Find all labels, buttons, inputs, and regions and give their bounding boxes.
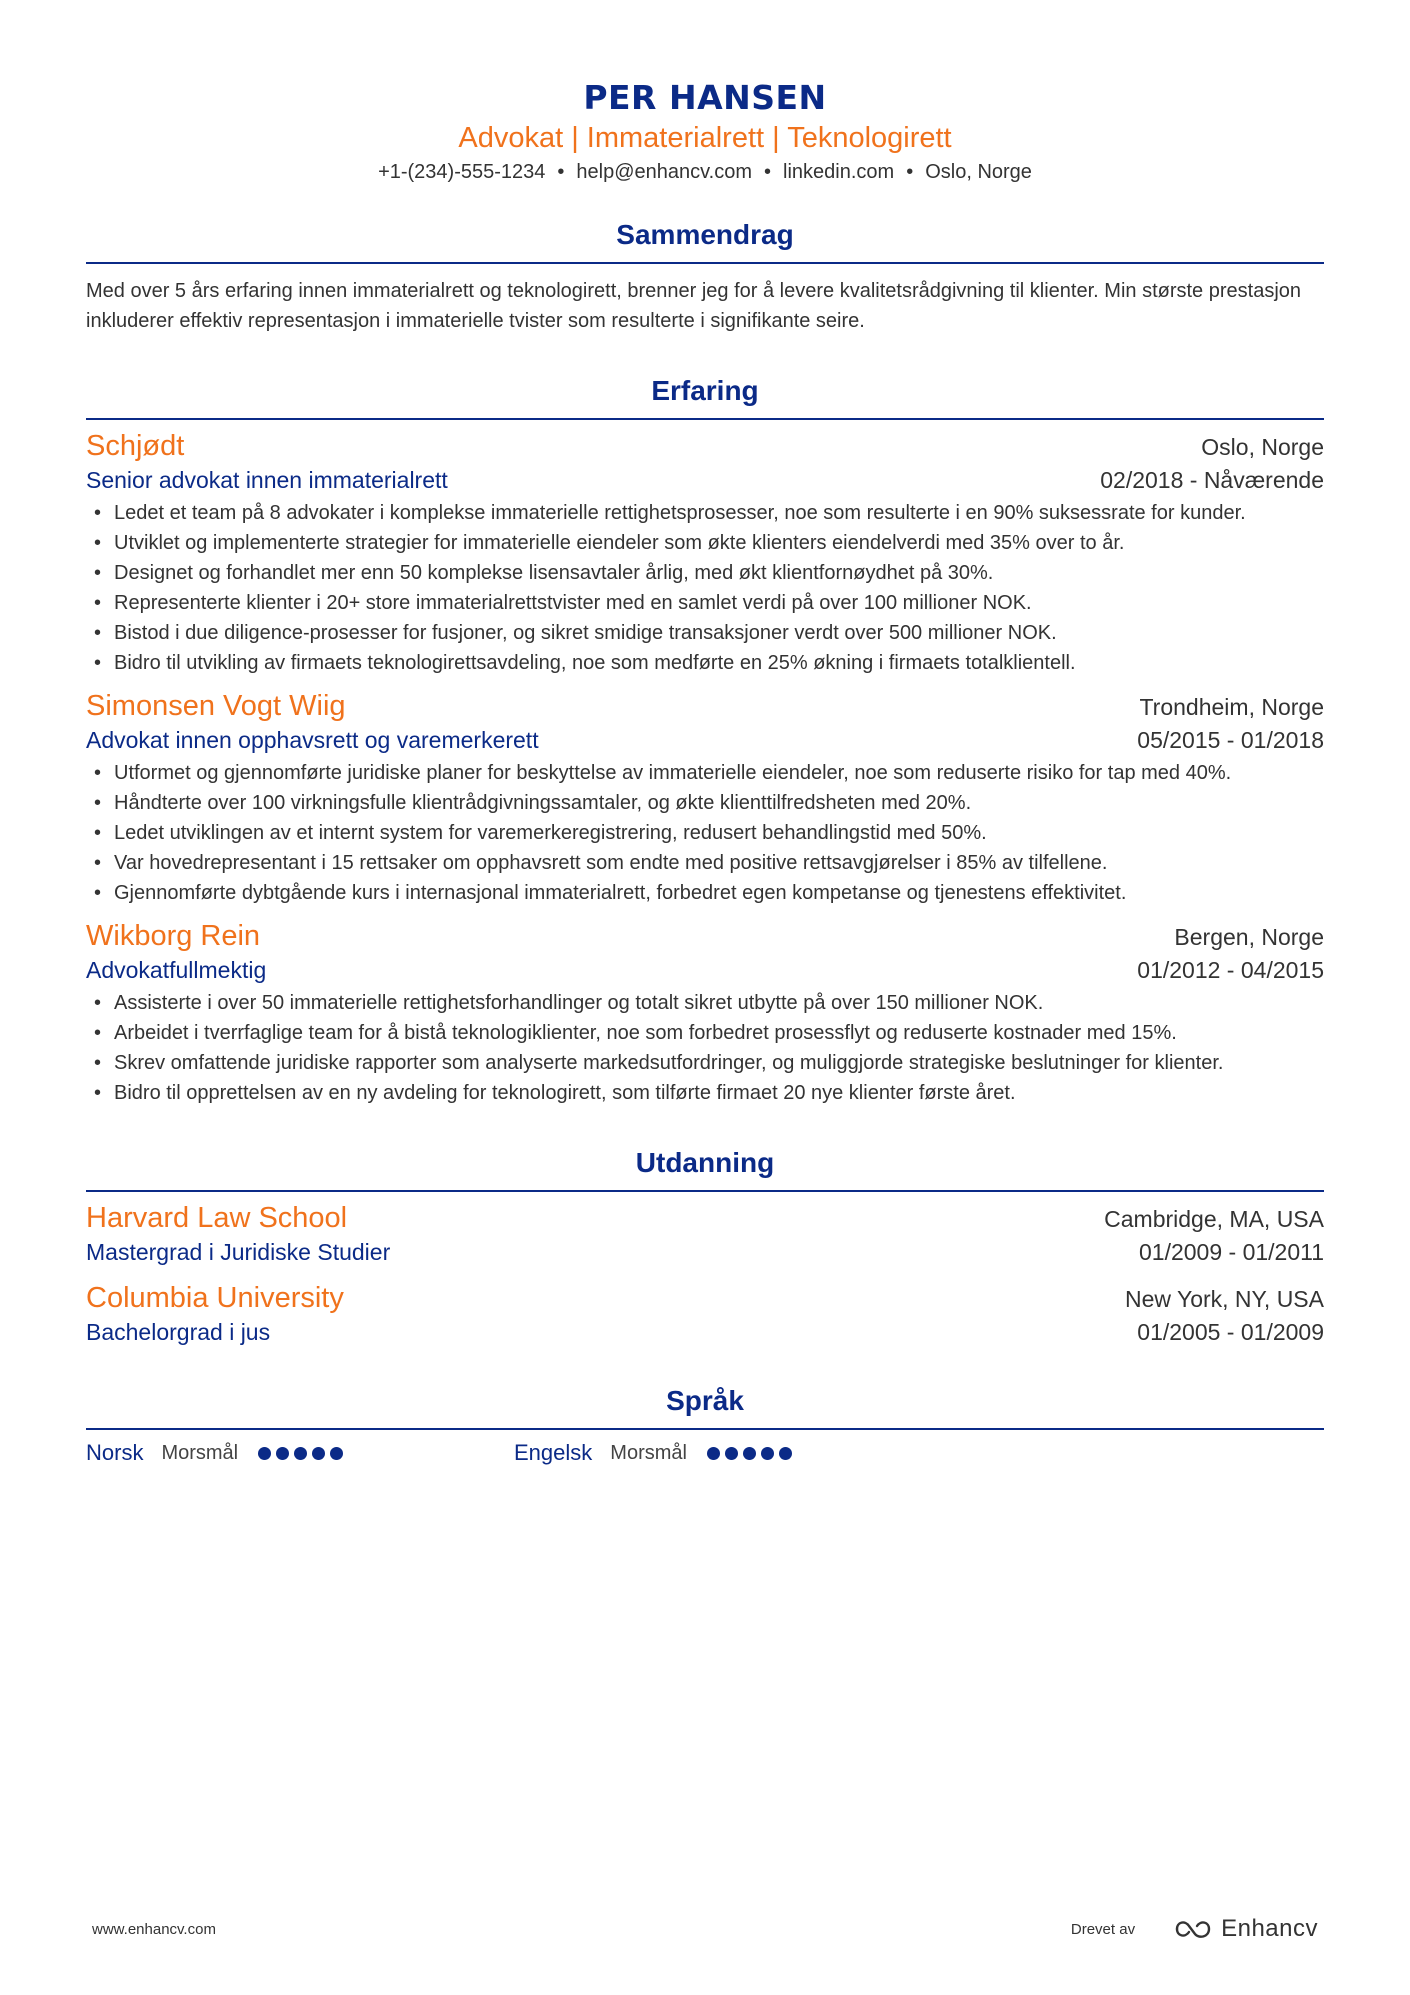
summary-section	[86, 218, 1324, 336]
rating-dot	[258, 1447, 271, 1460]
language-level: Morsmål	[161, 1441, 239, 1464]
education-entry	[86, 1202, 1324, 1266]
education-dates: 01/2005 - 01/2009	[1137, 1319, 1324, 1345]
email-link[interactable]: help@enhancv.com	[576, 161, 753, 183]
education-dates: 01/2009 - 01/2011	[1138, 1239, 1324, 1265]
job-bullets	[86, 498, 1324, 678]
language-name: Norsk	[86, 1440, 144, 1465]
job-entry	[86, 690, 1324, 908]
education-heading: Utdanning	[635, 1147, 775, 1178]
job-bullets	[86, 758, 1324, 908]
footer-website-link[interactable]: www.enhancv.com	[92, 1920, 216, 1938]
summary-heading: Sammendrag	[616, 219, 794, 250]
rating-dot	[276, 1447, 289, 1460]
job-role: Advokatfullmektig	[86, 957, 267, 983]
education-section	[86, 1146, 1324, 1346]
resume-page	[86, 0, 1324, 1466]
section-divider	[86, 418, 1324, 420]
page-footer	[92, 1915, 1318, 1943]
bullet-item: • Var hovedrepresentant i 15 rettsaker om opphavsrett som endte med positive rettsavgjørelser i 85% av tilfellene.	[86, 848, 1324, 878]
job-bullets	[86, 988, 1324, 1108]
company-name: Simonsen Vogt Wiig	[86, 690, 346, 722]
separator: •	[906, 161, 914, 183]
bullet-item: • Håndterte over 100 virkningsfulle klientrådgivningssamtaler, og økte klienttilfredsheten med 20%.	[86, 788, 1324, 818]
language-rating	[258, 1447, 348, 1460]
bullet-item: • Ledet utviklingen av et internt system for varemerkeregistrering, redusert behandlingstid med 50%.	[86, 818, 1324, 848]
powered-by-label: Drevet av	[1070, 1920, 1136, 1938]
languages-section	[86, 1384, 1324, 1466]
candidate-title: Advokat | Immaterialrett | Teknologirett	[458, 122, 952, 154]
job-location: Oslo, Norge	[1201, 434, 1324, 460]
bullet-item: • Bistod i due diligence-prosesser for fusjoner, og sikret smidige transaksjoner verdt over 500 millioner NOK.	[86, 618, 1324, 648]
school-name: Harvard Law School	[86, 1202, 348, 1234]
education-entry	[86, 1282, 1324, 1346]
section-divider	[86, 262, 1324, 264]
bullet-item: • Gjennomførte dybtgående kurs i internasjonal immaterialrett, forbedret egen kompetanse og tjenestens effektivitet.	[86, 878, 1324, 908]
rating-dot	[707, 1447, 720, 1460]
bullet-item: • Assisterte i over 50 immaterielle rettighetsforhandlinger og totalt sikret utbytte på over 150 millioner NOK.	[86, 988, 1324, 1018]
rating-dot	[312, 1447, 325, 1460]
language-item	[86, 1440, 514, 1466]
job-location: Bergen, Norge	[1174, 924, 1324, 950]
bullet-item: • Designet og forhandlet mer enn 50 komplekse lisensavtaler årlig, med økt klientfornøydhet på 30%.	[86, 558, 1324, 588]
summary-text: Med over 5 års erfaring innen immaterialrett og teknologirett, brenner jeg for å levere kvalitetsrådgivning til klienter. Min største prestasjon inkluderer effektiv representasjon i immaterielle tvister som resulterte i signifikante seire.	[86, 280, 1302, 332]
rating-dot	[725, 1447, 738, 1460]
separator: •	[557, 161, 565, 183]
company-name: Schjødt	[86, 430, 185, 462]
experience-heading: Erfaring	[651, 375, 759, 406]
phone: +1-(234)-555-1234	[378, 161, 546, 183]
resume-header	[86, 0, 1324, 186]
rating-dot	[779, 1447, 792, 1460]
job-entry	[86, 430, 1324, 678]
section-divider	[86, 1428, 1324, 1430]
bullet-item: • Utformet og gjennomførte juridiske planer for beskyttelse av immaterielle eiendeler, noe som reduserte risiko for tap med 40%.	[86, 758, 1324, 788]
job-dates: 05/2015 - 01/2018	[1137, 727, 1324, 753]
rating-dot	[761, 1447, 774, 1460]
language-level: Morsmål	[610, 1441, 687, 1464]
language-rating	[707, 1447, 797, 1460]
language-name: Engelsk	[514, 1440, 593, 1465]
school-name: Columbia University	[86, 1282, 344, 1314]
language-item	[514, 1440, 942, 1466]
bullet-item: • Ledet et team på 8 advokater i komplekse immaterielle rettighetsprosesser, noe som resulterte i en 90% suksessrate for kunder.	[86, 498, 1324, 528]
bullet-item: • Representerte klienter i 20+ store immaterialrettstvister med en samlet verdi på over 100 millioner NOK.	[86, 588, 1324, 618]
languages-list	[86, 1440, 1324, 1466]
enhancv-logo-icon	[1175, 1918, 1213, 1940]
footer-branding	[1071, 1915, 1318, 1943]
job-role: Advokat innen opphavsrett og varemerkerett	[86, 727, 539, 753]
job-entry	[86, 920, 1324, 1108]
school-location: New York, NY, USA	[1124, 1286, 1324, 1312]
rating-dot	[743, 1447, 756, 1460]
experience-section	[86, 374, 1324, 1108]
degree: Bachelorgrad i jus	[86, 1319, 271, 1345]
bullet-item: • Skrev omfattende juridiske rapporter som analyserte markedsutfordringer, og muliggjorde strategiske beslutninger for klienter.	[86, 1048, 1324, 1078]
enhancv-logo[interactable]	[1175, 1915, 1318, 1943]
contact-line	[86, 158, 1324, 186]
section-divider	[86, 1190, 1324, 1192]
job-dates: 01/2012 - 04/2015	[1137, 957, 1324, 983]
separator: •	[764, 161, 772, 183]
rating-dot	[330, 1447, 343, 1460]
rating-dot	[294, 1447, 307, 1460]
home-location: Oslo, Norge	[925, 161, 1032, 183]
bullet-item: • Bidro til utvikling av firmaets teknologirettsavdeling, noe som medførte en 25% økning i firmaets totalklientell.	[86, 648, 1324, 678]
job-role: Senior advokat innen immaterialrett	[86, 467, 448, 493]
candidate-name: PER HANSEN	[583, 78, 827, 117]
company-name: Wikborg Rein	[86, 920, 261, 952]
bullet-item: • Bidro til opprettelsen av en ny avdeling for teknologirett, som tilførte firmaet 20 nye klienter første året.	[86, 1078, 1324, 1108]
school-location: Cambridge, MA, USA	[1104, 1206, 1324, 1232]
job-dates: 02/2018 - Nåværende	[1100, 467, 1324, 493]
job-location: Trondheim, Norge	[1139, 694, 1324, 720]
languages-heading: Språk	[666, 1385, 744, 1416]
degree: Mastergrad i Juridiske Studier	[86, 1239, 391, 1265]
linkedin-link[interactable]: linkedin.com	[783, 161, 895, 183]
bullet-item: • Arbeidet i tverrfaglige team for å bistå teknologiklienter, noe som forbedret prosessflyt og reduserte kostnader med 15%.	[86, 1018, 1324, 1048]
brand-name: Enhancv	[1221, 1915, 1318, 1942]
bullet-item: • Utviklet og implementerte strategier for immaterielle eiendeler som økte klienters eiendelverdi med 35% over to år.	[86, 528, 1324, 558]
